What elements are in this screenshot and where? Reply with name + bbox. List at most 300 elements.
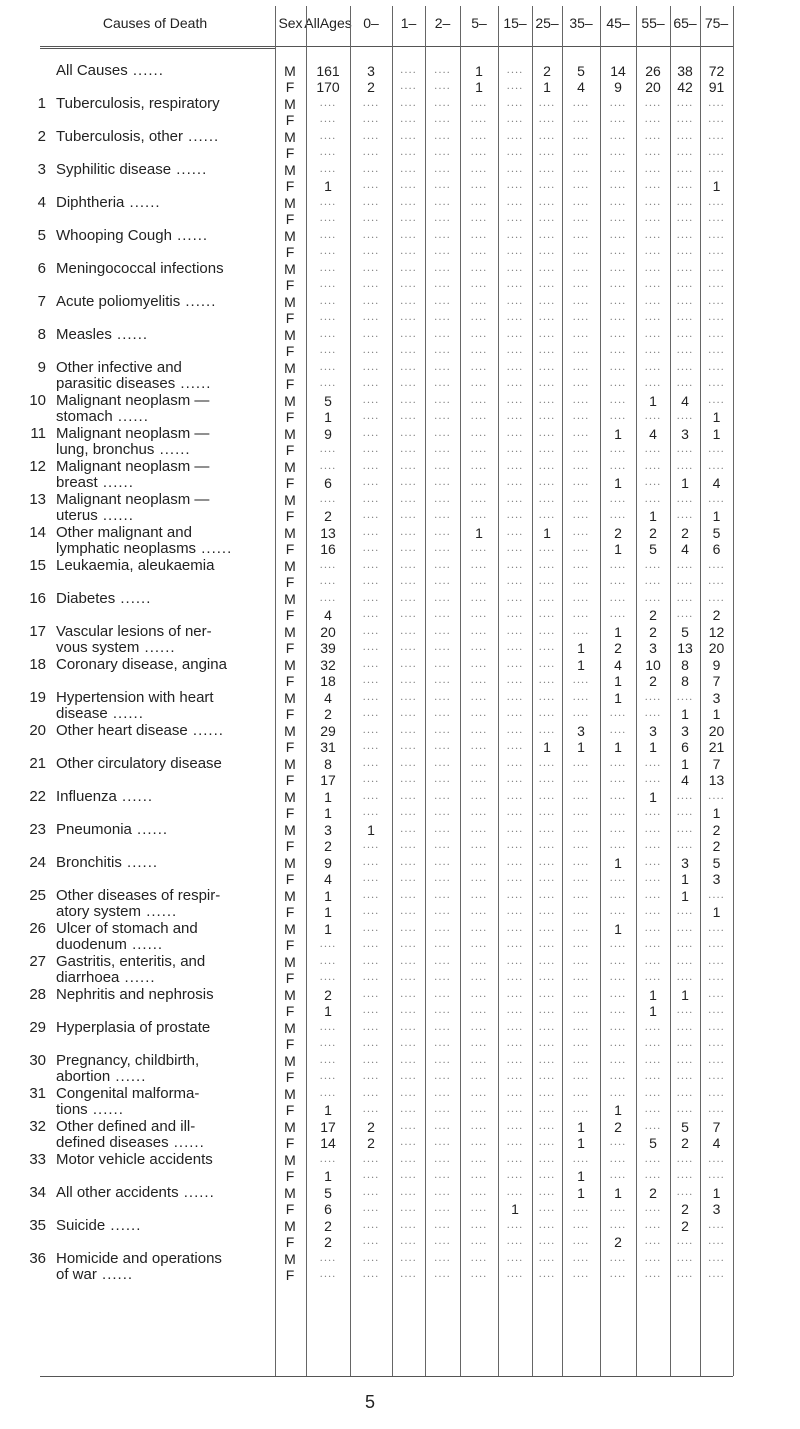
- all-ages-value: 2: [324, 706, 332, 722]
- empty-cell: ....: [538, 1121, 556, 1132]
- cause-label: 34 All other accidents ......: [16, 1185, 215, 1201]
- empty-cell: ....: [572, 296, 590, 307]
- sex-F: F: [285, 1069, 295, 1085]
- all-ages-value: ....: [319, 362, 337, 373]
- empty-cell: ....: [538, 230, 556, 241]
- empty-cell: ....: [362, 296, 380, 307]
- cause-number: 19: [29, 689, 46, 706]
- cause-label: 15 Leukaemia, aleukaemia: [16, 558, 214, 574]
- empty-cell: ....: [676, 956, 694, 967]
- empty-cell: ....: [470, 230, 488, 241]
- all-ages-value: ....: [319, 312, 337, 323]
- empty-cell: ....: [609, 609, 627, 620]
- sex-M: M: [284, 987, 296, 1003]
- empty-cell: ....: [434, 1038, 451, 1049]
- empty-cell: ....: [400, 378, 417, 389]
- sex-M: M: [284, 855, 296, 871]
- empty-cell: ....: [506, 609, 524, 620]
- age-value-5: 1: [475, 525, 483, 541]
- cause-number: 30: [29, 1052, 46, 1069]
- empty-cell: ....: [644, 114, 662, 125]
- sex-F: F: [285, 1168, 295, 1184]
- age-value-75: 1: [712, 706, 721, 722]
- sex-F: F: [285, 1201, 295, 1217]
- empty-cell: ....: [434, 1088, 451, 1099]
- empty-cell: ....: [434, 378, 451, 389]
- empty-cell: ....: [644, 180, 662, 191]
- empty-cell: ....: [470, 428, 488, 439]
- empty-cell: ....: [470, 1203, 488, 1214]
- empty-cell: ....: [676, 362, 694, 373]
- empty-cell: ....: [400, 1236, 417, 1247]
- cause-label: 3 Syphilitic disease ......: [16, 162, 207, 178]
- age-value-55: 10: [645, 657, 661, 673]
- empty-cell: ....: [434, 824, 451, 835]
- empty-cell: ....: [434, 329, 451, 340]
- empty-cell: ....: [362, 1203, 380, 1214]
- empty-cell: ....: [644, 1055, 662, 1066]
- all-ages-value: 2: [324, 1234, 332, 1250]
- empty-cell: ....: [506, 923, 524, 934]
- empty-cell: ....: [572, 527, 590, 538]
- sex-M: M: [284, 492, 296, 508]
- empty-cell: ....: [400, 329, 417, 340]
- empty-cell: ....: [362, 395, 380, 406]
- empty-cell: ....: [644, 1269, 662, 1280]
- age-value-75: 5: [712, 525, 721, 541]
- empty-cell: ....: [538, 1088, 556, 1099]
- empty-cell: ....: [506, 329, 524, 340]
- empty-cell: ....: [400, 98, 417, 109]
- empty-cell: ....: [434, 1154, 451, 1165]
- empty-cell: ....: [400, 1154, 417, 1165]
- empty-cell: ....: [644, 807, 662, 818]
- empty-cell: ....: [538, 593, 556, 604]
- empty-cell: ....: [400, 708, 417, 719]
- all-ages-value: 1: [324, 904, 332, 920]
- empty-cell: ....: [470, 593, 488, 604]
- empty-cell: ....: [434, 213, 451, 224]
- empty-cell: ....: [644, 593, 662, 604]
- empty-cell: ....: [470, 197, 488, 208]
- all-ages-value: ....: [319, 1038, 337, 1049]
- empty-cell: ....: [400, 840, 417, 851]
- empty-cell: ....: [362, 675, 380, 686]
- empty-cell: ....: [400, 692, 417, 703]
- age-value-35: 1: [577, 640, 585, 656]
- empty-cell: ....: [609, 1203, 627, 1214]
- empty-cell: ....: [434, 411, 451, 422]
- empty-cell: ....: [572, 147, 590, 158]
- age-value-75: 4: [712, 475, 721, 491]
- empty-cell: ....: [434, 1236, 451, 1247]
- age-value-35: 1: [577, 739, 585, 755]
- empty-cell: ....: [400, 477, 417, 488]
- empty-cell: ....: [400, 411, 417, 422]
- empty-cell: ....: [434, 164, 451, 175]
- age-value-75: 1: [712, 805, 721, 821]
- cause-label: 19 Hypertension with heart: [16, 690, 214, 706]
- empty-cell: ....: [538, 411, 556, 422]
- empty-cell: ....: [538, 114, 556, 125]
- empty-cell: ....: [676, 1236, 694, 1247]
- empty-cell: ....: [400, 857, 417, 868]
- empty-cell: ....: [362, 890, 380, 901]
- empty-cell: ....: [644, 1220, 662, 1231]
- empty-cell: ....: [470, 972, 488, 983]
- empty-cell: ....: [609, 807, 627, 818]
- empty-cell: ....: [400, 180, 417, 191]
- all-ages-value: 161: [316, 63, 340, 79]
- empty-cell: ....: [609, 131, 627, 142]
- sex-F: F: [285, 409, 295, 425]
- empty-cell: ....: [572, 494, 590, 505]
- cause-label: lung, bronchus ......: [56, 441, 191, 458]
- empty-cell: ....: [362, 1269, 380, 1280]
- all-ages-value: 9: [324, 855, 332, 871]
- empty-cell: ....: [644, 1236, 662, 1247]
- age-value-45: 2: [614, 1119, 622, 1135]
- empty-cell: ....: [362, 527, 380, 538]
- empty-cell: ....: [400, 1137, 417, 1148]
- empty-cell: ....: [400, 873, 417, 884]
- empty-cell: ....: [470, 1187, 488, 1198]
- age-value-45: 1: [614, 673, 622, 689]
- empty-cell: ....: [434, 180, 451, 191]
- empty-cell: ....: [434, 246, 451, 257]
- empty-cell: ....: [506, 180, 524, 191]
- empty-cell: ....: [572, 279, 590, 290]
- age-value-45: 1: [614, 541, 622, 557]
- age-value-45: 9: [614, 79, 622, 95]
- all-ages-value: ....: [319, 1055, 337, 1066]
- empty-cell: ....: [470, 692, 488, 703]
- empty-cell: ....: [506, 807, 524, 818]
- empty-cell: ....: [506, 626, 524, 637]
- empty-cell: ....: [470, 609, 488, 620]
- empty-cell: ....: [609, 840, 627, 851]
- empty-cell: ....: [470, 675, 488, 686]
- empty-cell: ....: [538, 774, 556, 785]
- cause-number: 16: [29, 590, 46, 607]
- empty-cell: ....: [434, 197, 451, 208]
- empty-cell: ....: [572, 312, 590, 323]
- all-ages-value: 1: [324, 178, 332, 194]
- all-ages-value: ....: [319, 345, 337, 356]
- cause-label: All Causes ......: [56, 62, 164, 79]
- empty-cell: ....: [470, 659, 488, 670]
- empty-cell: ....: [538, 1005, 556, 1016]
- empty-cell: ....: [434, 906, 451, 917]
- header-all-ages: All Ages: [304, 14, 352, 31]
- empty-cell: ....: [362, 609, 380, 620]
- empty-cell: ....: [538, 1104, 556, 1115]
- empty-cell: ....: [572, 131, 590, 142]
- all-ages-value: ....: [319, 378, 337, 389]
- empty-cell: ....: [362, 461, 380, 472]
- empty-cell: ....: [538, 692, 556, 703]
- empty-cell: ....: [362, 164, 380, 175]
- empty-cell: ....: [708, 1253, 725, 1264]
- empty-cell: ....: [400, 164, 417, 175]
- empty-cell: ....: [609, 824, 627, 835]
- empty-cell: ....: [506, 873, 524, 884]
- empty-cell: ....: [400, 1220, 417, 1231]
- empty-cell: ....: [708, 263, 725, 274]
- empty-cell: ....: [609, 362, 627, 373]
- empty-cell: ....: [470, 741, 488, 752]
- empty-cell: ....: [506, 675, 524, 686]
- sex-F: F: [285, 310, 295, 326]
- empty-cell: ....: [676, 1071, 694, 1082]
- sex-M: M: [284, 327, 296, 343]
- empty-cell: ....: [362, 560, 380, 571]
- age-value-65: 4: [681, 772, 689, 788]
- sex-F: F: [285, 673, 295, 689]
- empty-cell: ....: [362, 692, 380, 703]
- empty-cell: ....: [506, 543, 524, 554]
- header-age-45: 45–: [606, 14, 630, 31]
- empty-cell: ....: [676, 609, 694, 620]
- sex-F: F: [285, 640, 295, 656]
- empty-cell: ....: [538, 1038, 556, 1049]
- empty-cell: ....: [434, 708, 451, 719]
- empty-cell: ....: [400, 890, 417, 901]
- age-value-45: 1: [614, 855, 622, 871]
- all-ages-value: 20: [320, 624, 336, 640]
- empty-cell: ....: [538, 477, 556, 488]
- empty-cell: ....: [708, 246, 725, 257]
- all-ages-value: ....: [319, 147, 337, 158]
- empty-cell: ....: [434, 543, 451, 554]
- empty-cell: ....: [676, 972, 694, 983]
- cause-number: 34: [29, 1184, 46, 1201]
- empty-cell: ....: [470, 626, 488, 637]
- cause-label: 10 Malignant neoplasm —: [16, 393, 209, 409]
- empty-cell: ....: [572, 923, 590, 934]
- empty-cell: ....: [470, 411, 488, 422]
- age-value-45: 1: [614, 690, 622, 706]
- empty-cell: ....: [434, 81, 451, 92]
- cause-label: 17 Vascular lesions of ner-: [16, 624, 212, 640]
- empty-cell: ....: [506, 461, 524, 472]
- empty-cell: ....: [708, 114, 725, 125]
- empty-cell: ....: [400, 428, 417, 439]
- age-value-75: 2: [712, 838, 721, 854]
- empty-cell: ....: [434, 279, 451, 290]
- empty-cell: ....: [400, 1170, 417, 1181]
- cause-label: 27 Gastritis, enteritis, and: [16, 954, 205, 970]
- empty-cell: ....: [538, 296, 556, 307]
- empty-cell: ....: [538, 180, 556, 191]
- empty-cell: ....: [506, 147, 524, 158]
- empty-cell: ....: [434, 1104, 451, 1115]
- header-age-55: 55–: [641, 14, 665, 31]
- empty-cell: ....: [609, 1253, 627, 1264]
- age-value-55: 1: [649, 789, 657, 805]
- all-ages-value: 39: [320, 640, 336, 656]
- empty-cell: ....: [400, 246, 417, 257]
- empty-cell: ....: [538, 609, 556, 620]
- empty-cell: ....: [400, 576, 417, 587]
- empty-cell: ....: [400, 213, 417, 224]
- empty-cell: ....: [538, 279, 556, 290]
- empty-cell: ....: [506, 890, 524, 901]
- empty-cell: ....: [538, 791, 556, 802]
- empty-cell: ....: [644, 576, 662, 587]
- empty-cell: ....: [506, 1170, 524, 1181]
- age-value-75: 20: [708, 723, 725, 739]
- empty-cell: ....: [572, 1022, 590, 1033]
- empty-cell: ....: [708, 956, 725, 967]
- empty-cell: ....: [609, 791, 627, 802]
- empty-cell: ....: [470, 329, 488, 340]
- empty-cell: ....: [400, 626, 417, 637]
- empty-cell: ....: [434, 1203, 451, 1214]
- cause-number: 13: [29, 491, 46, 508]
- empty-cell: ....: [362, 791, 380, 802]
- age-value-55: 1: [649, 508, 657, 524]
- empty-cell: ....: [538, 543, 556, 554]
- empty-cell: ....: [434, 131, 451, 142]
- empty-cell: ....: [708, 296, 725, 307]
- empty-cell: ....: [400, 395, 417, 406]
- empty-cell: ....: [644, 939, 662, 950]
- empty-cell: ....: [470, 263, 488, 274]
- empty-cell: ....: [676, 1269, 694, 1280]
- empty-cell: ....: [362, 774, 380, 785]
- empty-cell: ....: [572, 593, 590, 604]
- empty-cell: ....: [644, 1071, 662, 1082]
- empty-cell: ....: [434, 1121, 451, 1132]
- empty-cell: ....: [362, 147, 380, 158]
- empty-cell: ....: [470, 1071, 488, 1082]
- empty-cell: ....: [644, 1088, 662, 1099]
- empty-cell: ....: [644, 708, 662, 719]
- empty-cell: ....: [362, 906, 380, 917]
- empty-cell: ....: [538, 939, 556, 950]
- empty-cell: ....: [572, 378, 590, 389]
- empty-cell: ....: [676, 593, 694, 604]
- empty-cell: ....: [400, 296, 417, 307]
- empty-cell: ....: [400, 609, 417, 620]
- all-ages-value: 170: [316, 79, 340, 95]
- age-value-25: 2: [543, 63, 551, 79]
- empty-cell: ....: [434, 659, 451, 670]
- all-ages-value: ....: [319, 972, 337, 983]
- empty-cell: ....: [506, 741, 524, 752]
- empty-cell: ....: [676, 164, 694, 175]
- cause-number: 5: [37, 227, 46, 244]
- cause-number: 9: [37, 359, 46, 376]
- all-ages-value: 17: [320, 1119, 336, 1135]
- empty-cell: ....: [708, 939, 725, 950]
- cause-label: 13 Malignant neoplasm —: [16, 492, 209, 508]
- age-value-0: 2: [367, 1119, 375, 1135]
- cause-label: diarrhoea ......: [56, 969, 156, 986]
- empty-cell: ....: [362, 428, 380, 439]
- sex-F: F: [285, 805, 295, 821]
- empty-cell: ....: [609, 263, 627, 274]
- cause-number: 29: [29, 1019, 46, 1036]
- empty-cell: ....: [470, 1104, 488, 1115]
- age-value-35: 1: [577, 1185, 585, 1201]
- empty-cell: ....: [434, 972, 451, 983]
- empty-cell: ....: [609, 576, 627, 587]
- age-value-75: 20: [708, 640, 725, 656]
- empty-cell: ....: [572, 230, 590, 241]
- all-ages-value: 1: [324, 789, 332, 805]
- empty-cell: ....: [434, 560, 451, 571]
- sex-F: F: [285, 1135, 295, 1151]
- cause-label: 36 Homicide and operations: [16, 1251, 222, 1267]
- empty-cell: ....: [400, 1071, 417, 1082]
- empty-cell: ....: [434, 444, 451, 455]
- empty-cell: ....: [708, 444, 725, 455]
- sex-M: M: [284, 1152, 296, 1168]
- empty-cell: ....: [572, 263, 590, 274]
- empty-cell: ....: [572, 1154, 590, 1165]
- empty-cell: ....: [506, 560, 524, 571]
- empty-cell: ....: [609, 939, 627, 950]
- empty-cell: ....: [572, 708, 590, 719]
- sex-F: F: [285, 706, 295, 722]
- empty-cell: ....: [470, 890, 488, 901]
- empty-cell: ....: [609, 1071, 627, 1082]
- cause-label: breast ......: [56, 474, 134, 491]
- empty-cell: ....: [676, 296, 694, 307]
- empty-cell: ....: [434, 147, 451, 158]
- empty-cell: ....: [572, 395, 590, 406]
- empty-cell: ....: [362, 1022, 380, 1033]
- empty-cell: ....: [400, 510, 417, 521]
- empty-cell: ....: [400, 263, 417, 274]
- empty-cell: ....: [644, 477, 662, 488]
- header-age-0: 0–: [363, 14, 379, 31]
- empty-cell: ....: [470, 461, 488, 472]
- empty-cell: ....: [506, 494, 524, 505]
- empty-cell: ....: [609, 725, 627, 736]
- empty-cell: ....: [362, 857, 380, 868]
- empty-cell: ....: [506, 1220, 524, 1231]
- empty-cell: ....: [572, 1220, 590, 1231]
- sex-M: M: [284, 63, 296, 79]
- empty-cell: ....: [572, 411, 590, 422]
- empty-cell: ....: [708, 1088, 725, 1099]
- empty-cell: ....: [434, 774, 451, 785]
- sex-F: F: [285, 739, 295, 755]
- cause-number: 32: [29, 1118, 46, 1135]
- empty-cell: ....: [538, 989, 556, 1000]
- sex-M: M: [284, 624, 296, 640]
- sex-F: F: [285, 244, 295, 260]
- all-ages-value: 2: [324, 838, 332, 854]
- empty-cell: ....: [538, 1187, 556, 1198]
- empty-cell: ....: [434, 791, 451, 802]
- age-value-65: 13: [677, 640, 693, 656]
- empty-cell: ....: [434, 65, 451, 76]
- empty-cell: ....: [644, 1170, 662, 1181]
- empty-cell: ....: [644, 758, 662, 769]
- empty-cell: ....: [572, 560, 590, 571]
- age-value-55: 3: [649, 723, 657, 739]
- empty-cell: ....: [362, 378, 380, 389]
- empty-cell: ....: [609, 890, 627, 901]
- cause-number: 36: [29, 1250, 46, 1267]
- sex-M: M: [284, 1119, 296, 1135]
- empty-cell: ....: [609, 1038, 627, 1049]
- empty-cell: ....: [644, 890, 662, 901]
